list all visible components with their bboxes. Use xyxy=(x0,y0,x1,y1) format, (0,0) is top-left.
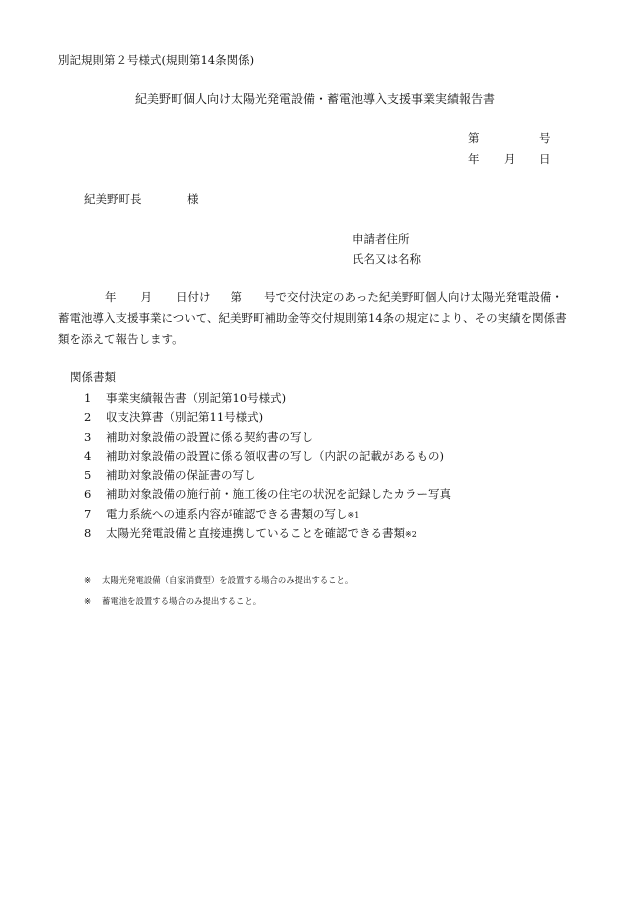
body-line-2: 蓄電池導入支援事業について、紀美野町補助金等交付規則第14条の規定により、その実績を関係書 xyxy=(58,311,567,325)
list-item: 3 補助対象設備の設置に係る契約書の写し xyxy=(84,429,313,444)
document-number-dai: 第 xyxy=(468,131,480,145)
body-line-1-rest: 号で交付決定のあった紀美野町個人向け太陽光発電設備・ xyxy=(264,290,563,304)
list-item: 4 補助対象設備の設置に係る領収書の写し（内訳の記載があるもの) xyxy=(84,448,444,463)
body-line-3: 類を添えて報告します。 xyxy=(58,332,184,346)
applicant-address-label: 申請者住所 xyxy=(352,232,410,246)
note-1: ※ 太陽光発電設備（自家消費型）を設置する場合のみ提出すること。 xyxy=(84,575,354,585)
addressee-name: 紀美野町長 xyxy=(84,192,142,206)
date-year: 年 xyxy=(468,152,480,166)
list-item: 2 収支決算書（別記第11号様式) xyxy=(84,410,264,425)
body-dai: 第 xyxy=(230,290,242,304)
body-year: 年 xyxy=(105,290,117,304)
note-2: ※ 蓄電池を設置する場合のみ提出すること。 xyxy=(84,596,262,606)
list-item: 7 電力系統への連系内容が確認できる書類の写し※1 xyxy=(84,506,360,521)
body-hizuke: 日付け xyxy=(176,290,211,304)
footnote-ref-2: ※2 xyxy=(405,530,417,540)
list-item: 8 太陽光発電設備と直接連携していることを確認できる書類※2 xyxy=(84,526,417,541)
report-body xyxy=(58,287,588,350)
list-item: 5 補助対象設備の保証書の写し xyxy=(84,468,256,483)
documents-heading: 関係書類 xyxy=(70,370,116,384)
applicant-name-label: 氏名又は名称 xyxy=(352,252,421,266)
footnote-ref-1: ※1 xyxy=(347,510,360,520)
document-title: 紀美野町個人向け太陽光発電設備・蓄電池導入支援事業実績報告書 xyxy=(134,92,495,106)
document-number-go: 号 xyxy=(539,131,551,145)
form-label: 別記規則第２号様式(規則第14条関係) xyxy=(58,53,255,67)
date-month: 月 xyxy=(504,152,516,166)
list-item: 6 補助対象設備の施行前・施工後の住宅の状況を記録したカラー写真 xyxy=(84,487,451,502)
documents-list xyxy=(84,389,451,543)
date-day: 日 xyxy=(539,152,551,166)
addressee-honorific: 様 xyxy=(187,192,199,206)
list-item: 1 事業実績報告書（別記第10号様式) xyxy=(84,391,287,405)
body-line-1 xyxy=(58,287,588,308)
body-month: 月 xyxy=(140,290,152,304)
notes xyxy=(84,570,353,612)
